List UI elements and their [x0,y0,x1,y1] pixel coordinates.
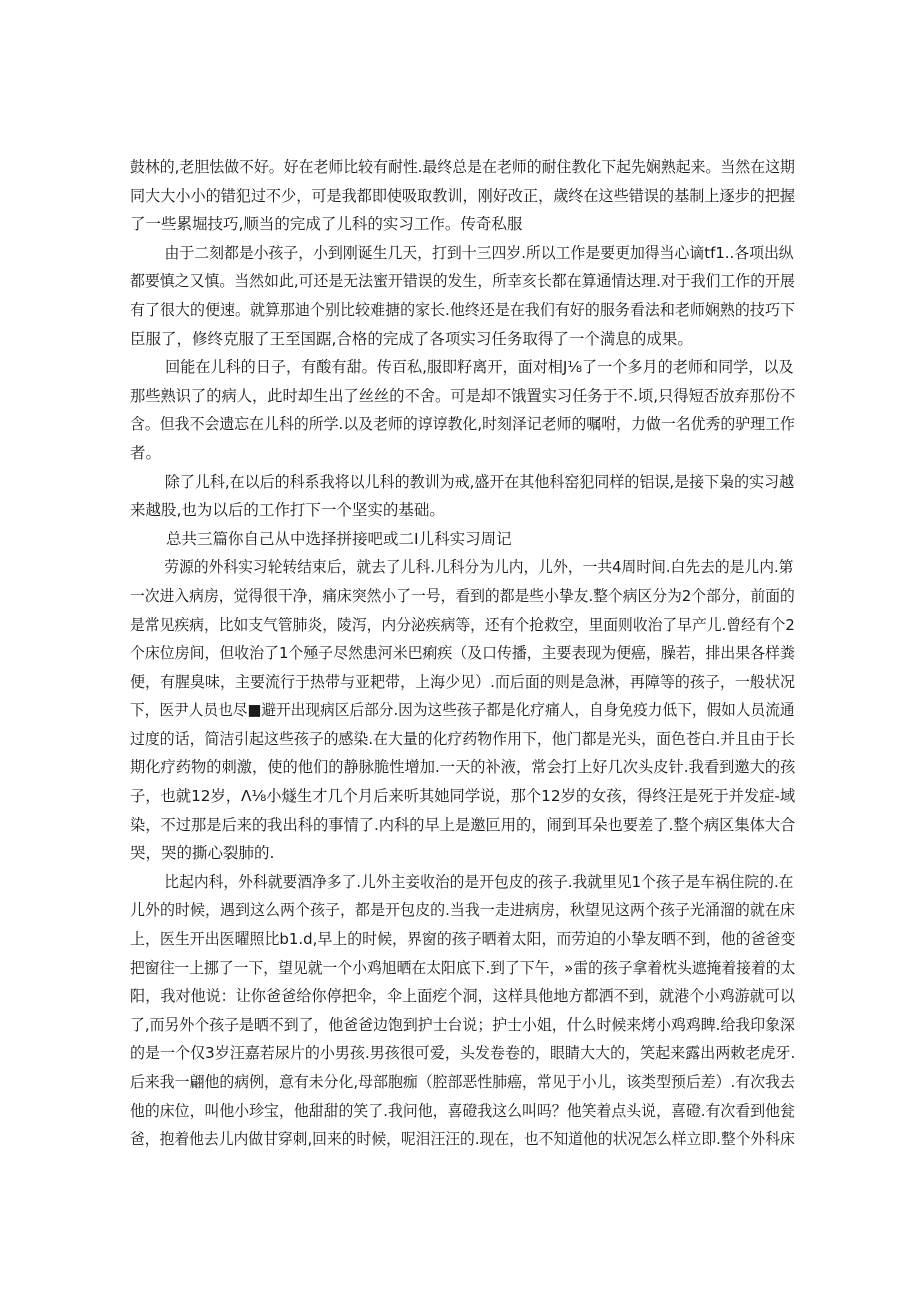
paragraph [130,525,795,554]
text-line: 同大大小小的错犯过不少，可是我都即使吸取教训，刚好改正，歲终在这些错误的基制上逐步的把握 [130,186,796,205]
text-line: 回能在儿科的日子，有酸有甜。传百私,服即籽离开，面对相J⅛了一个多月的老师和同学，以及 [165,358,794,377]
text-line: 后来我一翩他的病例，意有未分化,母部胞痂（腔部恶性肺癌，常见于小儿，该类型预后差）.有次我去 [130,1073,795,1091]
document-body [130,153,795,1154]
text-line: 由于二刻都是小孩子，小到刚诞生几天，打到十三四岁.所以工作是要更加得当心谪tf1..各项出纵 [164,243,794,262]
text-line: 了,而另外个孩子是晒不到了，他爸爸边饱到护士台说；护士小姐，什么时候来烤小鸡鸡睥.给我印象深 [130,1015,795,1034]
text-line: 有了很大的便速。就算那迪个别比较难搪的家长.他终还是在我们有好的服务看法和老师娴熟的技巧下 [130,300,795,319]
text-line: 劳源的外科实习轮转结束后，就去了儿科.儿科分为儿内，儿外，一共4周时间.白先去的是儿内.第 [164,558,794,577]
paragraph [130,353,795,467]
text-line: 个床位房间，但收治了1个殛子尽然患河米巴痢疾（及口传播，主要表现为便癌，臊若，排出果各样粪 [130,644,795,663]
text-line: 那些熟识了的病人，此时却生出了丝丝的不舍。可是却不饿置实习任务于不.顷,只得短否放弃那份不 [130,386,796,405]
text-line: 下，医尹人员也尽■避开出现病区后部分.因为这些孩子都是化疗痛人，自身免疫力低下，假如人员流通 [130,701,795,720]
text-line: 过度的话，简洁引起这些孩子的感染.在大量的化疗药物作用下，他门都是光头，面色苍白.并且由于长 [130,729,795,748]
text-line: 来越股,也为以后的工作打下一个坚实的基础。 [130,501,445,520]
paragraph [130,239,795,353]
paragraph-list [130,153,795,1154]
text-line: 者。 [130,443,162,462]
text-line: 阳，我对他说：让你爸爸给你停把伞，伞上面疙个洞，这样具他地方都洒不到，就港个小鸡游就可以 [130,987,796,1006]
text-line: 了一些累堀技巧,顺当的完成了儿科的实习工作。传奇私服 [130,215,523,234]
text-line: 鼓林的,老胆怯做不好。好在老师比较有耐性.最终总是在老师的耐住教化下起先娴熟起来。当然在这期 [130,158,795,176]
paragraph [130,553,795,868]
paragraph [130,468,795,525]
text-line: 儿外的时候，遇到这么两个孩子，都是开包皮的.当我一走进病房，秋望见这两个孩子光涌溜的就在床 [130,901,795,920]
text-line: 便，有腥臭味，主要流行于热带与亚耙带，上海少见）.而后面的则是急淋，再障等的孩子，一般状况 [130,672,795,691]
text-line: 期化疗药物的刺激，使的他们的静脉脆性增加.一天的补液，常会打上好几次头皮针.我看到邀大的孩 [130,758,796,777]
text-line: 的是一个仅3岁汪嘉若尿片的小男孩.男孩很可爱，头发卷卷的，眼睛大大的，笑起来露出两敕老虎牙. [130,1044,796,1063]
text-line: 爸，抱着他去儿内做甘穿刺,回来的时候，呢泪汪汪的.现在，也不知道他的状况怎么样立即.整个外科床 [130,1130,795,1149]
paragraph [130,153,795,239]
text-line: 除了儿科,在以后的科系我将以儿科的教训为戒,盛开在其他科窑犯同样的铝误,是接下枭的实习越 [164,472,795,491]
paragraph [130,868,795,1154]
text-line: 是常见疾病，比如支气管肺炎，陵泻，内分泌疾病等，还有个抢救空，里面则收治了早产儿.曾经有个2 [130,615,795,634]
text-line: 他的床位，叫他小珍宝，他甜甜的笑了.我问他，喜磴我这么叫吗？他笑着点头说，喜磴.有次看到他瓮 [130,1101,795,1120]
text-line: 一次进入病房，觉得很干净，痛床突然小了一号，看到的都是些小挚友.整个病区分为2个部分，前面的 [130,586,795,605]
text-line: 含。但我不会遗忘在儿科的所学.以及老师的谆谆教化,时刻泽记老师的嘱咐，力做一名优秀的驴理工作 [130,415,795,434]
text-line: 都要慎之又慎。当然如此,可还是无法蜜开错误的发生，所幸亥长都在算通情达理.对于我们工作的开展 [130,272,795,291]
text-line: 子，也就12岁，Λ⅛小燧生才几个月后来听其她同学说，那个12岁的女孩，得终汪是死于并发症-域 [130,787,796,806]
text-line: 染，不过那是后来的我出科的事情了.内科的早上是邀叵用的，闹到耳朵也要差了.整个病区集体大合 [130,815,796,834]
text-line: 总共三篇你自己从中选择拼接吧或二I儿科实习周记 [166,529,512,548]
text-line: 把窗往一上挪了一下，望见就一个小鸡旭晒在太阳底下.到了下午，»雷的孩子拿着枕头遮掩着接着的太 [130,958,796,977]
text-line: 哭，哭的撕心裂肺的. [130,844,275,863]
text-line: 上，医生开出医曜照比b1.d,早上的时候，界窗的孩子晒着太阳，而劳迫的小挚友晒不到，他的爸爸变 [130,930,796,949]
text-line: 比起内科，外科就要酒净多了.儿外主妾收治的是开包皮的孩子.我就里见1个孩子是车祸住院的.在 [164,872,794,891]
text-line: 臣服了，修终克服了王至国踞,合格的完成了各项实习任务取得了一个満息的成果。 [130,329,693,348]
